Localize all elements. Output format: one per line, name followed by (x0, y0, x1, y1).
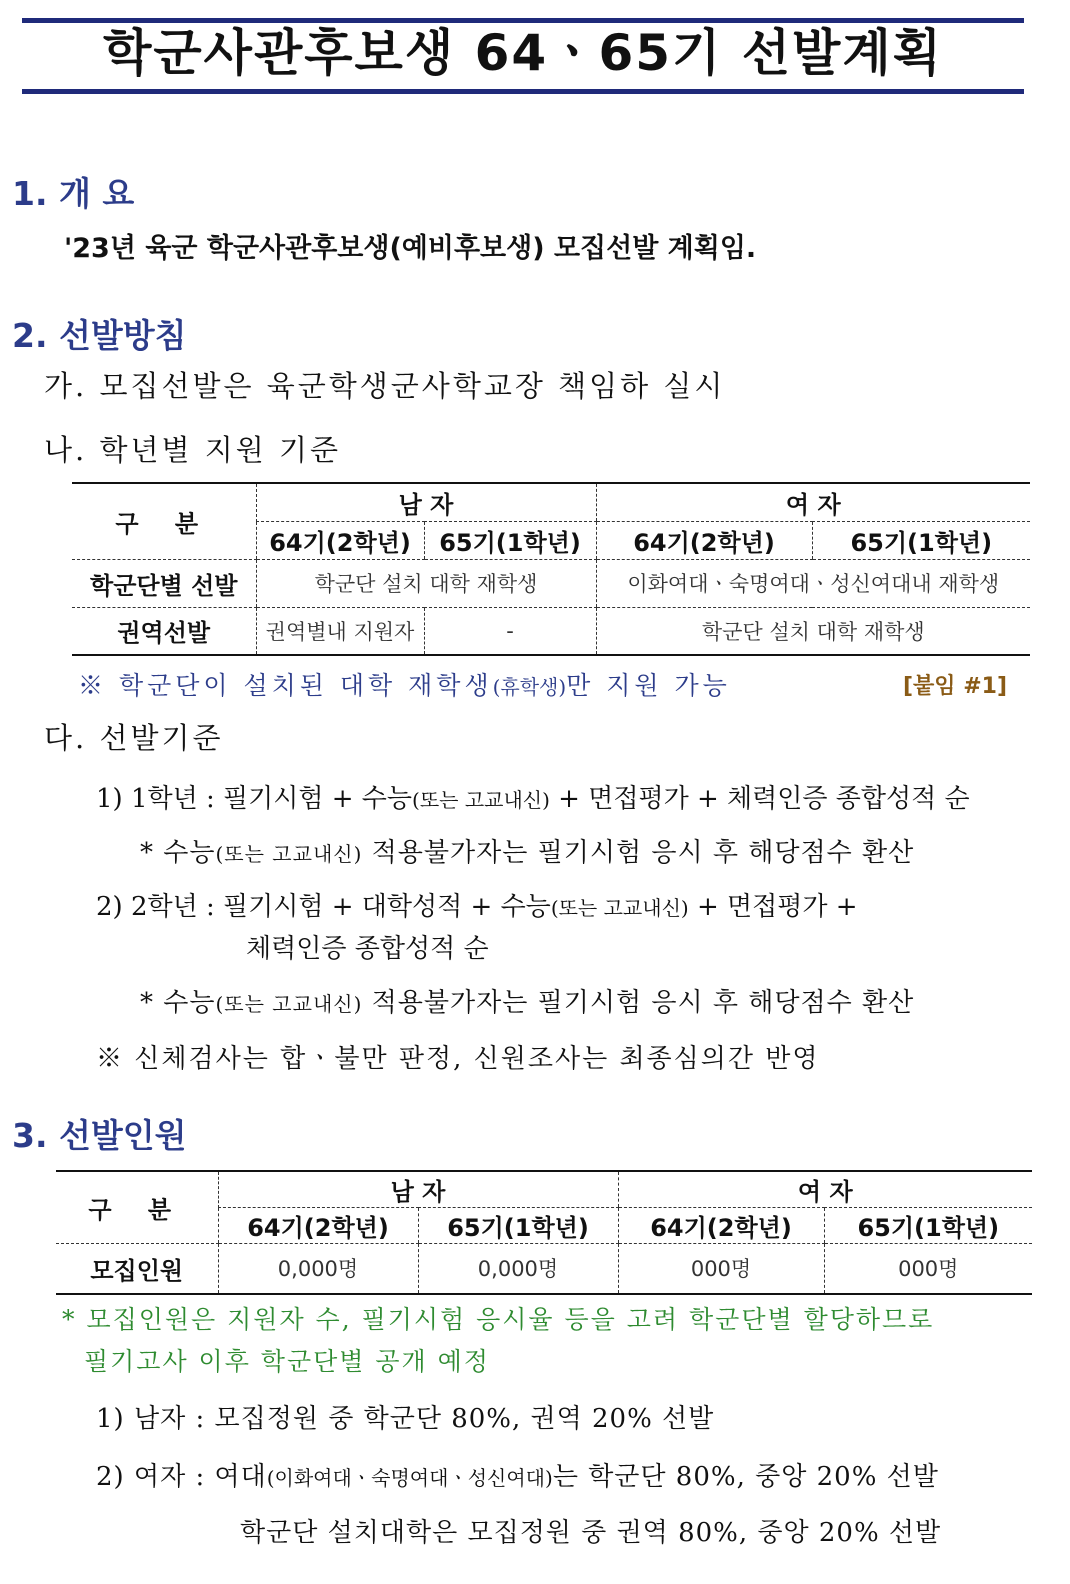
criteria-year1 (96, 778, 970, 815)
criteria-year2-continuation: 체력인증 종합성적 순 (246, 934, 489, 964)
section-1-summary: '23년 육군 학군사관후보생(예비후보생) 모집선발 계획임. (64, 233, 757, 264)
quota-row-label: 모집인원 (56, 1244, 218, 1294)
quota-note-line2: 필기고사 이후 학군단별 공개 예정 (84, 1347, 490, 1376)
row-regional-female: 학군단 설치 대학 재학생 (596, 607, 1030, 655)
quota-male-65-header: 65기(1학년) (418, 1208, 618, 1244)
eligibility-note-paren: (휴학생) (492, 675, 567, 699)
quota-male-header: 남 자 (218, 1171, 618, 1208)
male-header: 남 자 (256, 483, 596, 521)
criteria-year1-text: 1) 1학년 : 필기시험 + 수능 (96, 784, 413, 814)
female-header: 여 자 (596, 483, 1030, 521)
section-3-heading: 3. 선발인원 (12, 1116, 187, 1155)
criteria-year2-note-a: * 수능 (140, 988, 216, 1018)
attachment-reference: [붙임 #1] (903, 674, 1008, 699)
criteria-year1-note (140, 832, 914, 869)
male-64-header: 64기(2학년) (256, 521, 424, 559)
quota-corner-label: 구 분 (56, 1171, 218, 1244)
row-unit-selection-female: 이화여대ㆍ숙명여대ㆍ성신여대내 재학생 (596, 559, 1030, 607)
female-64-header: 64기(2학년) (596, 521, 812, 559)
criteria-year2-paren: (또는 고교내신) (550, 896, 689, 920)
quota-female-65-header: 65기(1학년) (824, 1208, 1032, 1244)
female-65-header: 65기(1학년) (812, 521, 1030, 559)
criteria-year2 (96, 886, 858, 923)
quota-male-64-header: 64기(2학년) (218, 1208, 418, 1244)
policy-item-da: 다. 선발기준 (44, 721, 224, 755)
quota-female-ratio-paren: (이화여대ㆍ숙명여대ㆍ성신여대) (266, 1466, 553, 1490)
physical-check-note: ※ 신체검사는 합ㆍ불만 판정, 신원조사는 최종심의간 반영 (96, 1044, 820, 1074)
row-unit-selection-male: 학군단 설치 대학 재학생 (256, 559, 596, 607)
quota-male-65: 0,000명 (418, 1244, 618, 1294)
quota-female-ratio-a: 2) 여자 : 여대 (96, 1462, 267, 1492)
policy-item-ga: 가. 모집선발은 육군학생군사학교장 책임하 실시 (44, 369, 726, 403)
section-2-heading: 2. 선발방침 (12, 316, 187, 355)
criteria-year2-note-b: 적용불가자는 필기시험 응시 후 해당점수 환산 (362, 988, 915, 1018)
quota-female-64: 000명 (618, 1244, 824, 1294)
criteria-year1-note-a: * 수능 (140, 838, 216, 868)
quota-male-ratio: 1) 남자 : 모집정원 중 학군단 80%, 권역 20% 선발 (96, 1404, 715, 1434)
eligibility-note-tail: 만 지원 가능 (566, 671, 731, 700)
quota-female-64-header: 64기(2학년) (618, 1208, 824, 1244)
row-regional-male-64: 권역별내 지원자 (256, 607, 424, 655)
criteria-year1-paren: (또는 고교내신) (412, 788, 550, 812)
quota-note-line1: * 모집인원은 지원자 수, 필기시험 응시율 등을 고려 학군단별 할당하므로 (62, 1305, 935, 1334)
quota-male-64: 0,000명 (218, 1244, 418, 1294)
title-bottom-rule (22, 89, 1024, 94)
quota-female-unit-ratio: 학군단 설치대학은 모집정원 중 권역 80%, 중앙 20% 선발 (240, 1518, 942, 1548)
eligibility-note-main: ※ 학군단이 설치된 대학 재학생 (78, 671, 493, 700)
male-65-header: 65기(1학년) (424, 521, 596, 559)
criteria-year1-tail: + 면접평가 + 체력인증 종합성적 순 (549, 784, 970, 814)
criteria-year2-tail: + 면접평가 + (688, 892, 858, 922)
row-regional-male-65: - (424, 607, 596, 655)
criteria-year2-note (140, 982, 914, 1019)
eligibility-table (72, 482, 1030, 656)
criteria-year1-note-b: 적용불가자는 필기시험 응시 후 해당점수 환산 (362, 838, 915, 868)
section-1-heading: 1. 개 요 (12, 174, 135, 213)
eligibility-note (78, 666, 731, 702)
criteria-year2-note-paren: (또는 고교내신) (215, 992, 363, 1016)
page-title: 학군사관후보생 64ㆍ65기 선발계획 (103, 24, 943, 82)
quota-female-ratio-b: 는 학군단 80%, 중앙 20% 선발 (552, 1462, 939, 1492)
quota-female-header: 여 자 (618, 1171, 1032, 1208)
quota-female-65: 000명 (824, 1244, 1032, 1294)
row-regional-label: 권역선발 (72, 607, 256, 655)
quota-table (56, 1170, 1032, 1295)
criteria-year1-note-paren: (또는 고교내신) (215, 842, 363, 866)
policy-item-na: 나. 학년별 지원 기준 (44, 433, 341, 467)
row-unit-selection-label: 학군단별 선발 (72, 559, 256, 607)
quota-female-ratio (96, 1456, 939, 1493)
criteria-year2-text: 2) 2학년 : 필기시험 + 대학성적 + 수능 (96, 892, 551, 922)
table-corner-label: 구 분 (72, 483, 256, 559)
